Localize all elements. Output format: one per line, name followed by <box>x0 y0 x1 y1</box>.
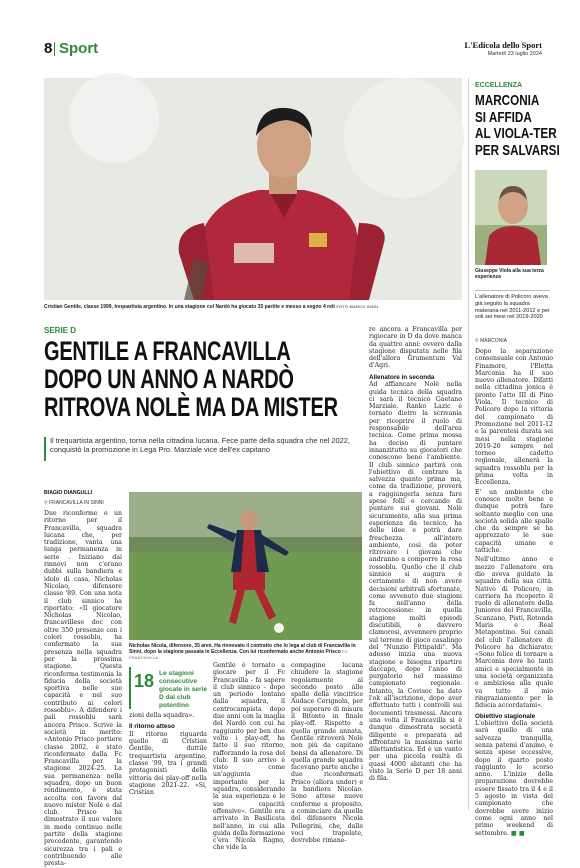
sidebar-body-4 <box>475 720 553 837</box>
sidebar-body-3: Nell'ultimo anno e mezzo l'allenatore era dio aveva guidato la squadra della sua città. Nativo di Policoro, in carriera ha ricoperto il ruolo di allenatore della Juniores del Francavilla, Scanzano, Pisti, Rotonda Maris e Real Metapontino. Sui canali del club l'allenatore di Policoro ha dichiarato: «Sono felice di tornare a Marconia dove ho tanti amici e specialmente in una società organizzata e ambiziosa alla quale va tutto il mio ringraziamento per la fiducia accordatami». <box>475 556 553 710</box>
article-end-mark: ■ ■ <box>510 829 525 837</box>
section-label: Sport <box>59 40 99 57</box>
sidebar-note-rule <box>475 290 550 291</box>
sidebar-headline-line-2: SI AFFIDA <box>475 108 532 126</box>
sidebar-dateline-text: MARCONIA <box>480 338 508 344</box>
sidebar-kicker: ECCELLENZA <box>475 82 523 89</box>
sidebar-body-2: E' un ambiente che conosce molto bene e dunque potrà fare soltanto meglio con una società solida alle spalle che da sempre se ha apprezzato le sue capacità umane e tattiche. <box>475 488 553 555</box>
sidebar-body-1: Dopo la separazione consensuale con Antonio Finamore, l'Eletta Marconia ha il suo nuovo allenatore. Difatti nella cittadina jonica è pronto l'atto III di Pino Viola. Il tecnico di Policoro dopo la vittoria del campionato di Promozione nel 2011-12 e la parentesi durata sei mesi nella stagione 2019-20 sempre nel torneo cadetto regionale, allenerà la squadra rossoblu per la prima volta in Eccellenza. <box>475 348 553 487</box>
sidebar-headline <box>475 93 561 159</box>
coach-viola-illustration <box>475 170 547 265</box>
stat-text: Le stagioni consecutive giocate in serie D dal club potentino <box>159 670 208 709</box>
caption-text: Cristian Gentile, classe 1999, trequartista argentino. In una stagione col Nardò ha giocato 35 partite e messo a segno 4 reti <box>44 304 335 310</box>
article-column-4: compagine lucana chiudere la stagione regolarmente al secondo posto alle spalle della vincitrice Audace Cerignola, per poi superare di misura il Bitonto in finale play-off. Rispetto a quella grande annata, Gentile ritroverà Nolè non più da capitano bensì da allenatore. Di quella grande squadra facevano parte anche i due riconfermati Prisco (allora under) e la bandiera Nicolao. Sono attese nuove conferme a proposito, a cominciare da quella del difensore Nicola Pellegrini, che, dalle voci trapelate, dovrebbe rimane- <box>291 662 363 845</box>
page-number: 8 <box>44 40 53 57</box>
player-gentile-illustration <box>44 78 462 300</box>
sidebar-location-pin-icon: ⚲ <box>475 338 479 344</box>
photo-nicolao <box>129 492 362 640</box>
page-header <box>30 38 550 60</box>
headline-line-2: DOPO UN ANNO A NARDÒ <box>44 364 294 394</box>
sidebar-photo-caption: Giuseppe Viola alla sua terza esperienza <box>475 268 544 280</box>
sidebar-photo <box>475 170 547 265</box>
sidebar-dateline <box>475 338 507 344</box>
col2-top: zioni della squadra». <box>129 712 195 719</box>
article-kicker: SERIE D <box>44 326 77 335</box>
article-column-1: Due riconferme e un ritorno per il Francavilla, squadra lucana che, per tradizione, vanta una lunga permanenza in serie . Iniziano dai rinnovi non c'erano dubbi sulla bandiera e idolo di casa, Nicholas Nicolao, difensore classe '89. Con una nota il club sinnico ha riportato: «Il giocatore Nicholas Nicolao, francavillese doc con oltre 350 presenze con i colori rossoblu, ha confermato la sua presenza nella squadra per la prossima stagione. Questa riconferma testimonia la fiducia della società sportiva nelle sue capacità e nel suo contributo ai colori rossoblu». A difendere i pali rossoblu sarà ancora Prisco. Scrive la società in merito: «Antonio Prisco portiere classe 2002, è stato riconfermato dalla Fc Francavilla per la stagione 2024-25. La sua permanenza nella squadra, dopo un buon rendimento, è stata accolta con favore dal nuovo mister Nolè e dal club. Prisco ha dimostrato il suo valore in modo continuo nelle partite della stagione precedente, garantendo sicurezza tra i pali e contribuendo alle presta- <box>44 510 122 868</box>
col5-top: re ancora a Francavilla per rigiocare in D da dove manca da quattro anni: ovvero dalla stagione disputata nelle fila dell'allora Grumentum Val d'Agri. <box>369 326 462 370</box>
sidebar-subhead: Obiettivo stagionale <box>475 712 536 720</box>
stat-number: 18 <box>134 671 155 691</box>
stat-rule <box>129 667 131 709</box>
dateline <box>44 500 104 506</box>
article-headline <box>44 336 338 422</box>
sidebar-headline-line-3: AL VIOLA-TER <box>475 125 557 142</box>
col5-body: Ad affiancare Nolè nella guida tecnica della squadra ci sarà il tecnico Gaetano Marziale. Ranko Lazic è tornato dietro la scrivania per ricoprire il ruolo di responsabile dell'area tecnica. Come prima mossa ha deciso di puntare innanzitutto su giocatori che conoscono bene l'ambiente. Il club sinnico partirà con l'obiettivo di centrare la salvezza quanto prima ma, come da tradizione, proverà a raggiungerla senza fare spese folli e cercando di puntare sui giovani. Nolè sicuramente, alla sua prima esperienza da tecnico, ha delle idee e potrà dare freschezza all'intero ambiente, così da poter ritrovare i giovani che andranno a comporre la rosa rossoblu. Quello che il club sinnico si augura è certamente di non avere decisioni arbitrali sfortunate, come avvenuto due stagioni fa nell'anno della retrocessione: in quella stagione molti episodi discutibili, e davvero clamorosi, avvennero proprio sul terreno di gioco casalingo del "Nunzio Fittipaldi". Ma adesso inizia una nuova stagione e bisogna ripartire daccapo, dopo l'anno di purgatorio nel massimo campionato regionale. Intanto, la Covisoc ha dato l'ok all'iscrizione, dopo aver effettuato tutti i controlli sui documenti trasmessi. Ancora una volta il Francavilla si è dunque dimostrata società diligente e preparata ad affrontare la massima serie dilettantistica. Ed è un vanto per una piccola realtà di quasi 4000 abitanti che ha visto la Serie D per 18 anni di fila. <box>369 381 462 783</box>
masthead: L'Edicola dello Sport <box>464 40 542 50</box>
article-column-5 <box>369 326 462 810</box>
col2-body: Il ritorno riguarda quello di Cristian Gentile, duttile trequartista argentino, classe '99, tra i grandi protagonisti della vittoria dei play-off nella stagione 2021-22. «Si, Cristian <box>129 730 207 797</box>
sidebar-career-note: L'allenatore di Policoro aveva già seguito la squadra materana nel 2011-2012 e per soli sei mesi nel 2019-2020 <box>475 294 550 321</box>
headline-line-3: RITROVA NOLÈ MA DA MISTER <box>44 392 338 422</box>
sidebar-headline-line-1: MARCONIA <box>475 92 540 109</box>
headline-line-1: GENTILE A FRANCAVILLA <box>44 336 291 366</box>
dateline-text: FRANCAVILLA IN SINNI <box>49 500 104 506</box>
article-column-3: Gentile è tornato a giocare per il Fc Francavilla - fa sapere il club sinnico - dopo un periodo lontano dalla squadra, il centrocampista dopo due anni con la maglia del Nardò con cui ha raggiunto per ben due volte i play-off, ha fatto il suo ritorno, rafforzando la rosa del club. Il suo arrivo è visto come un'aggiunta importante per la squadra, considerando la sua esperienza e le sue capacità offensive». Gentile era arrivato in Basilicata nell'anno, in cui alla guida della formazione c'era Nicola Ragno, che vide la <box>213 662 285 852</box>
stat-box <box>129 667 207 709</box>
col5-subhead: Allenatore in seconda <box>369 373 435 381</box>
location-pin-icon: ⚲ <box>44 500 48 506</box>
section-divider <box>54 42 55 56</box>
photo-credit: FOTO MARCO SISSI <box>336 304 379 309</box>
photo2-credit: FC FRANCAVILLA <box>129 649 348 660</box>
sidebar-divider <box>468 78 469 810</box>
sidebar-headline-line-4: PER SALVARSI <box>475 141 560 159</box>
photo-nicolao-caption <box>129 643 362 661</box>
summary-rule <box>44 437 46 461</box>
article-column-2 <box>129 712 207 798</box>
sidebar-body <box>475 348 553 837</box>
issue-date: Martedì 23 luglio 2024 <box>487 51 542 57</box>
main-photo <box>44 78 462 300</box>
sidebar-body-4-text: L'obiettivo della società sarà quello di una salvezza tranquilla, senza patemi d'animo, e senza spese eccessive, dopo il quarto posto raggiunto lo scorso anno. L'inizio della preparazione dovrebbe essere fissato tra il 4 e il 5 agosto in vista del campionato che dovrebbe avere inizio come ogni anno nel primo weekend di settembre. <box>475 720 553 837</box>
article-summary: Il trequartista argentino, torna nella cittadina lucana. Fece parte della squadra che nel 2022, conquistò la promozione in Lega Pro. Marziale vice dell'ex capitano <box>50 436 350 454</box>
caption2-text: Nicholas Nicola, difensore, 35 anni. Ha rinnovato il contratto che lo lega al club di Francavilla in Sinni, dopo la stagione passata in Eccellenza. Con lui riconfermato anche Antonio Prisco <box>129 643 356 655</box>
player-nicolao-illustration <box>129 492 362 640</box>
main-photo-caption <box>44 304 462 310</box>
col2-subhead: Il ritorno atteso <box>129 723 175 731</box>
author: BIAGIO DIANGULLI <box>44 490 93 496</box>
